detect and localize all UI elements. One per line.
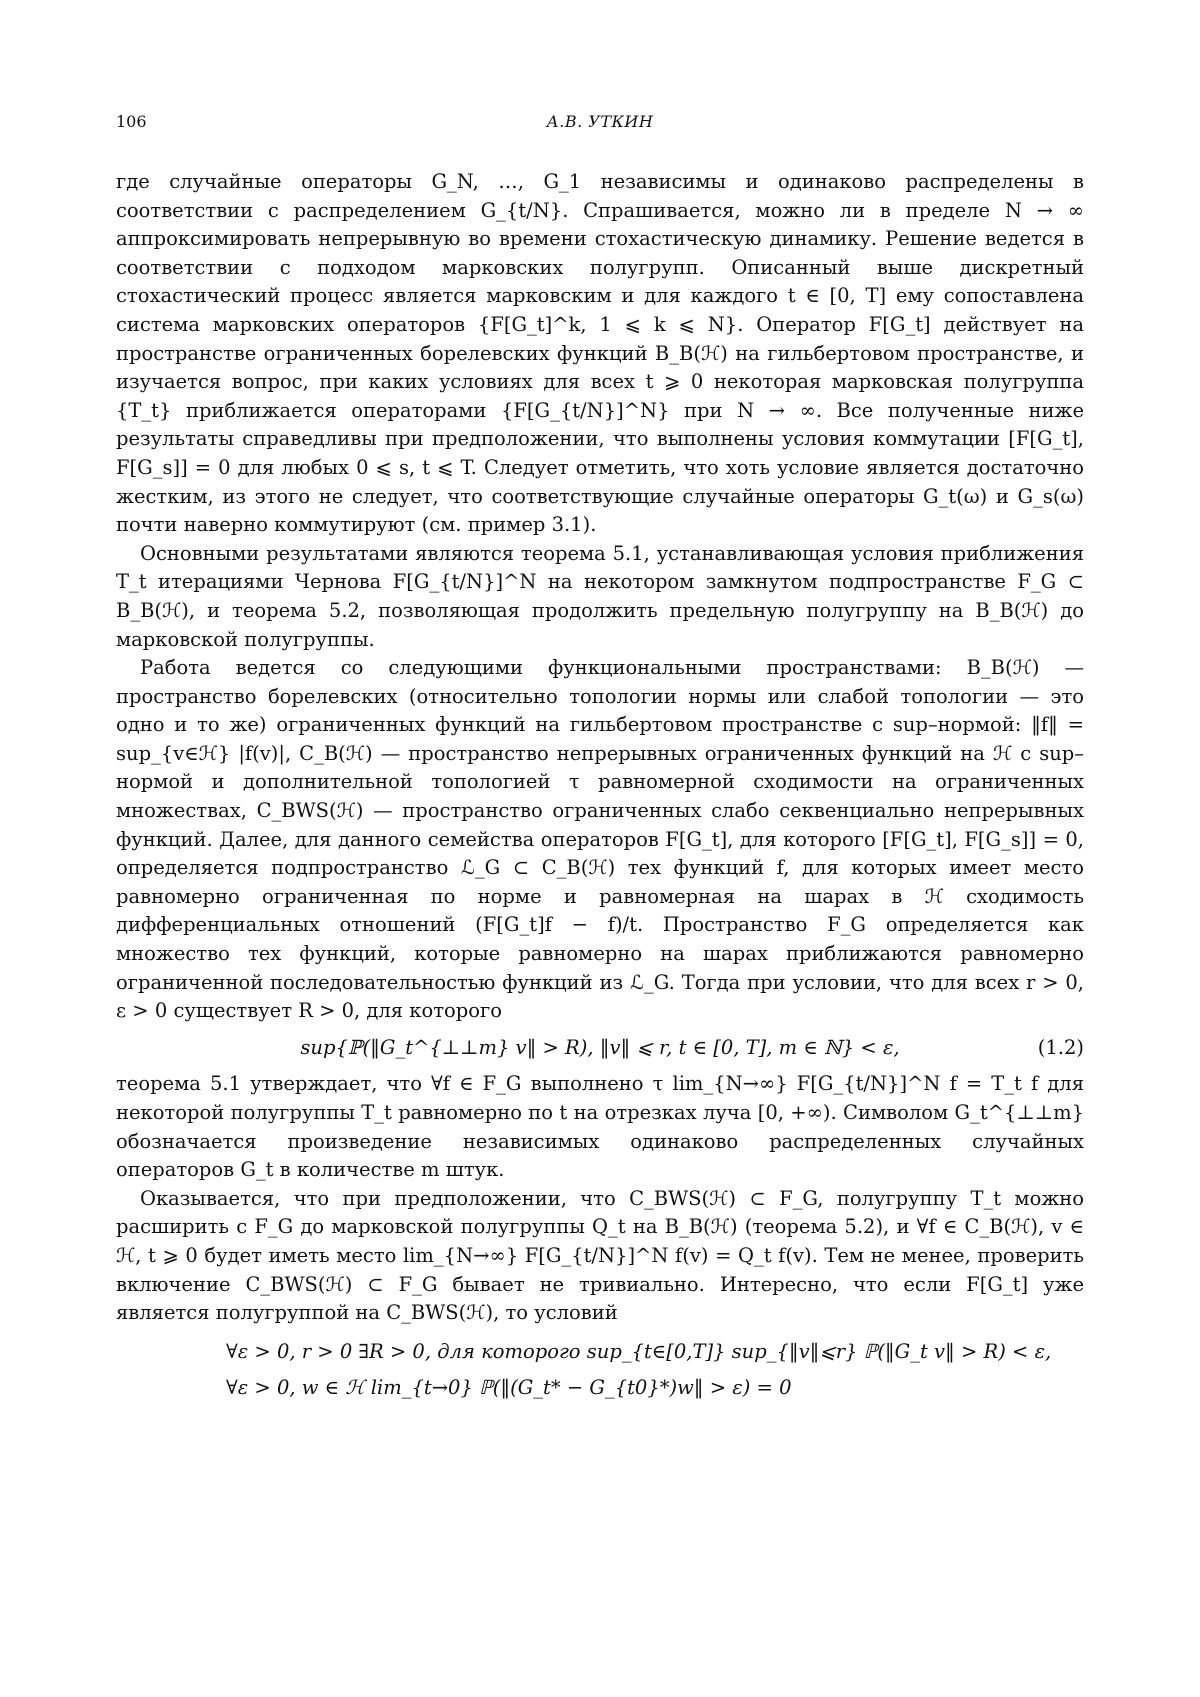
display-formula-2: ∀ε > 0, w ∈ ℋ lim_{t→0} ℙ(‖(G_t* − G_{t0}*)w‖ > ε) = 0 <box>226 1376 792 1400</box>
display-formula-1: ∀ε > 0, r > 0 ∃R > 0, для которого sup_{t∈[0,T]} sup_{‖v‖⩽r} ℙ(‖G_t v‖ > R) < ε, <box>226 1339 1052 1363</box>
page-header <box>116 112 1084 136</box>
equation-1-2 <box>116 1034 1084 1063</box>
paragraph-2: Основными результатами являются теорема 5.1, устанавливающая условия приближения T_t итерациями Чернова F[G_{t/N}]^N на некотором замкнутом подпространстве F_G ⊂ B_B(ℋ), и теорема 5.2, позволяющая продолжить предельную полугруппу на B_B(ℋ) до марковской полугруппы. <box>116 541 1084 651</box>
page-number: 106 <box>116 112 147 131</box>
display-formulas <box>116 1338 1084 1403</box>
paragraph-3: Работа ведется со следующими функциональными пространствами: B_B(ℋ) — пространство борелевских (относительно топологии нормы или слабой топологии — это одно и то же) ограниченных функций на гильбертовом пространстве с sup–нормой: ‖f‖ = sup_{v∈ℋ} |f(v)|, C_B(ℋ) — пространство непрерывных ограниченных функций на ℋ с sup–нормой и дополнительной топологией τ равномерной сходимости на ограниченных множествах, C_BWS(ℋ) — пространство ограниченных слабо секвенциально непрерывных функций. Далее, для данного семейства операторов F[G_t], для которого [F[G_t], F[G_s]] = 0, определяется подпространство ℒ_G ⊂ C_B(ℋ) тех функций f, для которых имеет место равномерно ограниченная по норме и равномерная на шарах в ℋ сходимость дифференциальных отношений (F[G_t]f − f)/t. Пространство F_G определяется как множество тех функций, которые равномерно на шарах приближаются равномерно ограниченной последовательностью функций из ℒ_G. Тогда при условии, что для всех r > 0, ε > 0 существует R > 0, для которого <box>116 656 1084 1023</box>
paragraph-1: где случайные операторы G_N, …, G_1 независимы и одинаково распределены в соответствии с распределением G_{t/N}. Спрашивается, можно ли в пределе N → ∞ аппроксимировать непрерывную во времени стохастическую динамику. Решение ведется в соответствии с подходом марковских полугрупп. Описанный выше дискретный стохастический процесс является марковским и для каждого t ∈ [0, T] ему сопоставлена система марковских операторов {F[G_t]^k, 1 ⩽ k ⩽ N}. Оператор F[G_t] действует на пространстве ограниченных борелевских функций B_B(ℋ) на гильбертовом пространстве, и изучается вопрос, при каких условиях для всех t ⩾ 0 некоторая марковская полугруппа {T_t} приближается операторами {F[G_{t/N}]^N} при N → ∞. Все полученные ниже результаты справедливы при предположении, что выполнены условия коммутации [F[G_t], F[G_s]] = 0 для любых 0 ⩽ s, t ⩽ T. Следует отметить, что хоть условие является достаточно жестким, из этого не следует, что соответствующие случайные операторы G_t(ω) и G_s(ω) почти наверно коммутируют (см. пример 3.1). <box>116 170 1084 537</box>
equation-number: (1.2) <box>1037 1035 1084 1059</box>
paragraph-4: теорема 5.1 утверждает, что ∀f ∈ F_G выполнено τ lim_{N→∞} F[G_{t/N}]^N f = T_t f для некоторой полугруппы T_t равномерно по t на отрезках луча [0, +∞). Символом G_t^{⊥⊥m} обозначается произведение независимых одинаково распределенных случайных операторов G_t в количестве m штук. <box>116 1072 1084 1182</box>
paragraph-5: Оказывается, что при предположении, что C_BWS(ℋ) ⊂ F_G, полугруппу T_t можно расширить с F_G до марковской полугруппы Q_t на B_B(ℋ) (теорема 5.2), и ∀f ∈ C_B(ℋ), v ∈ ℋ, t ⩾ 0 будет иметь место lim_{N→∞} F[G_{t/N}]^N f(v) = Q_t f(v). Тем не менее, проверить включение C_BWS(ℋ) ⊂ F_G бывает не тривиально. Интересно, что если F[G_t] уже является полугруппой на C_BWS(ℋ), то условий <box>116 1186 1084 1325</box>
running-title: А.В. УТКИН <box>546 112 654 131</box>
body-text <box>116 168 1084 1411</box>
equation-1-2-body: sup{ℙ(‖G_t^{⊥⊥m} v‖ > R), ‖v‖ ⩽ r, t ∈ [0, T], m ∈ ℕ} < ε, <box>300 1035 900 1059</box>
